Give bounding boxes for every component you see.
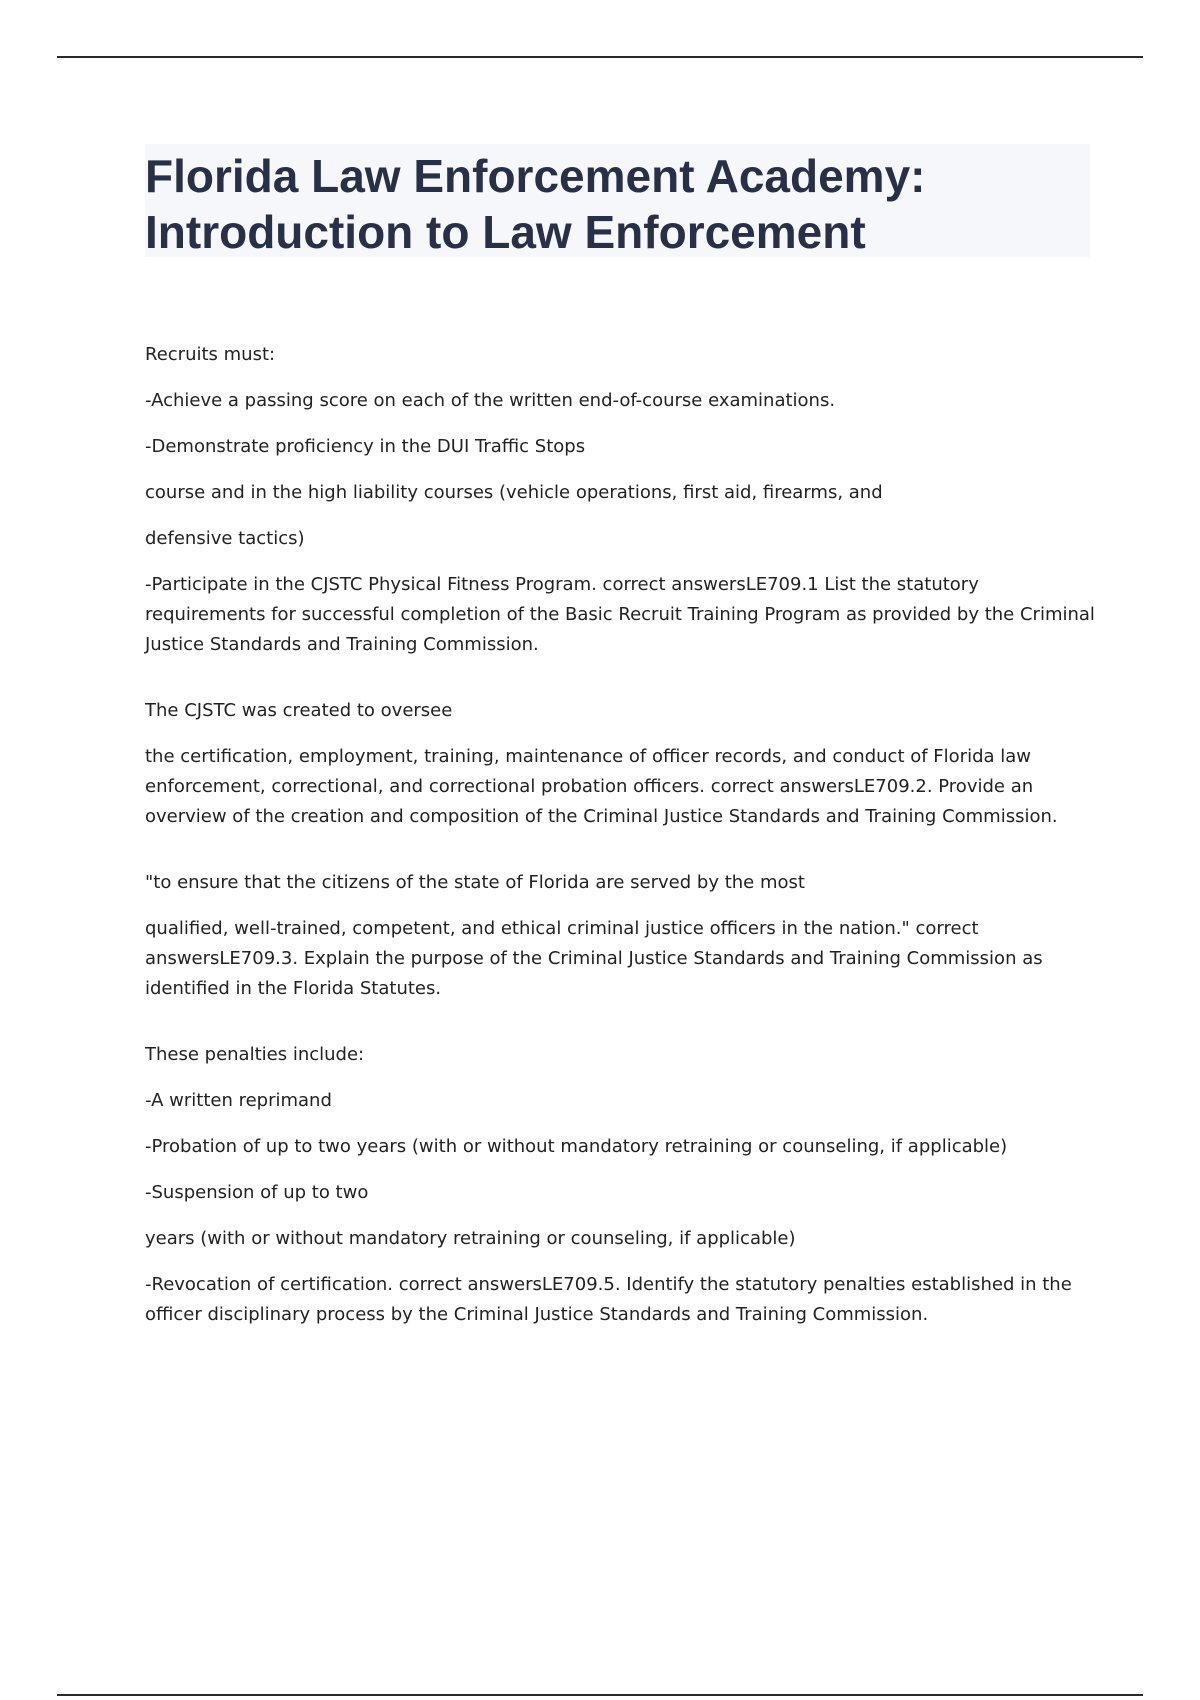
paragraph: the certification, employment, training, maintenance of officer records, and conduct of Florida law enforcement, correctional, and correctional probation officers. correct answersLE709.2. Provide an overview of the creation and composition of the Criminal Justice Standards and Training Commission. <box>145 746 1058 827</box>
title-block <box>145 144 1090 257</box>
paragraph: These penalties include: <box>145 1044 365 1065</box>
paragraph: -Probation of up to two years (with or without mandatory retraining or counseling, if applicable) <box>145 1136 1008 1157</box>
paragraph: "to ensure that the citizens of the state of Florida are served by the most <box>145 872 805 893</box>
title-line-1: Florida Law Enforcement Academy: <box>145 150 926 202</box>
paragraph: -Participate in the CJSTC Physical Fitness Program. correct answersLE709.1 List the statutory requirements for successful completion of the Basic Recruit Training Program as provided by the Criminal Justice Standards and Training Commission. <box>145 574 1095 655</box>
bottom-divider <box>57 1694 1143 1696</box>
paragraph: -Achieve a passing score on each of the written end-of-course examinations. <box>145 390 836 411</box>
paragraph: qualified, well-trained, competent, and ethical criminal justice officers in the nation." correct answersLE709.3. Explain the purpose of the Criminal Justice Standards and Training Commission as identified in the Florida Statutes. <box>145 918 1043 999</box>
paragraph: years (with or without mandatory retraining or counseling, if applicable) <box>145 1228 796 1249</box>
section-cjstc-creation <box>145 696 1095 832</box>
paragraph: -Suspension of up to two <box>145 1182 369 1203</box>
top-divider <box>57 56 1143 58</box>
section-cjstc-purpose <box>145 868 1095 1004</box>
section-penalties <box>145 1040 1095 1330</box>
section-recruit-requirements <box>145 340 1095 660</box>
paragraph: course and in the high liability courses (vehicle operations, first aid, firearms, and <box>145 482 883 503</box>
paragraph: Recruits must: <box>145 344 276 365</box>
paragraph: -A written reprimand <box>145 1090 332 1111</box>
title-line-2: Introduction to Law Enforcement <box>145 206 866 258</box>
page-title <box>145 144 1090 260</box>
paragraph: -Revocation of certification. correct answersLE709.5. Identify the statutory penalties established in the officer disciplinary process by the Criminal Justice Standards and Training Commission. <box>145 1274 1072 1325</box>
document-body <box>145 340 1095 1366</box>
paragraph: The CJSTC was created to oversee <box>145 700 453 721</box>
paragraph: defensive tactics) <box>145 528 305 549</box>
paragraph: -Demonstrate proficiency in the DUI Traffic Stops <box>145 436 586 457</box>
